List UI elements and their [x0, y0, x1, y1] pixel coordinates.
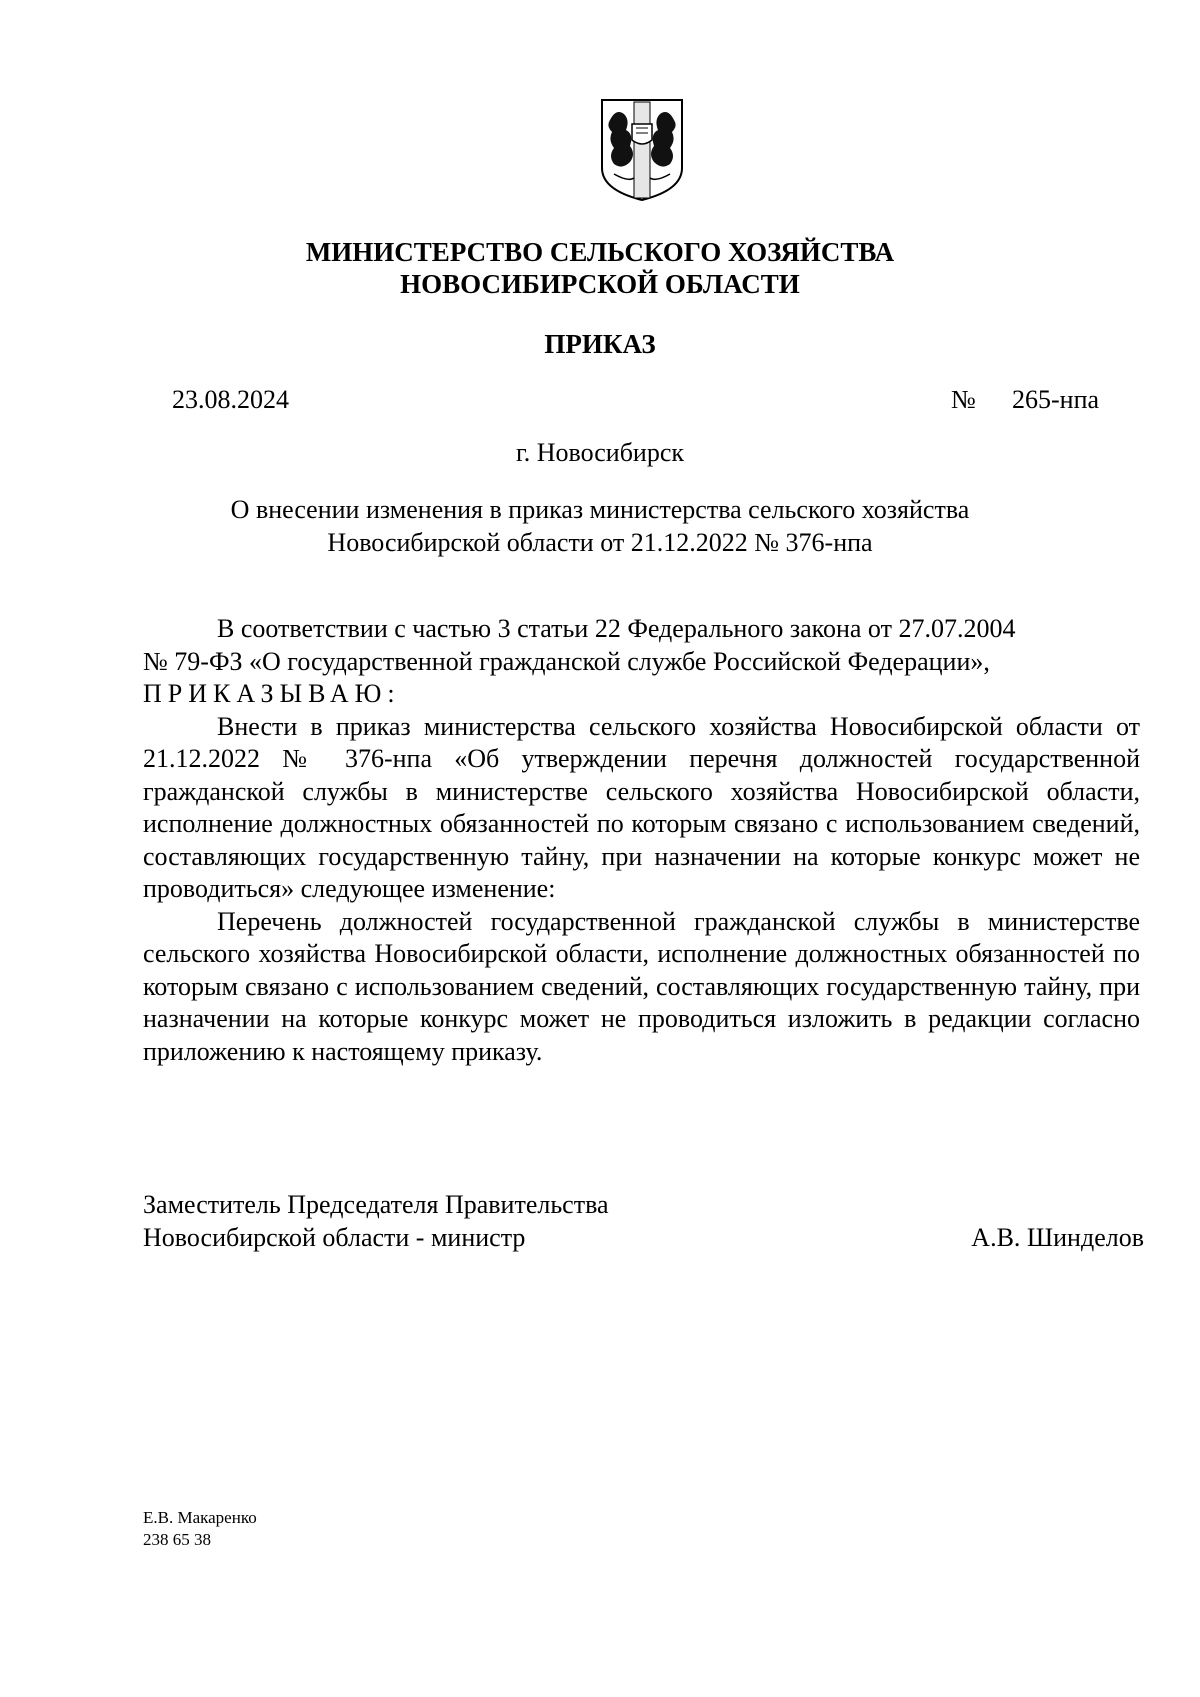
executor-block — [143, 1507, 257, 1551]
executor-name: Е.В. Макаренко — [143, 1508, 257, 1527]
document-city: г. Новосибирск — [515, 438, 685, 467]
document-type: ПРИКАЗ — [544, 329, 656, 359]
signatory-position — [143, 1188, 609, 1254]
document-number: 265-нпа — [1012, 385, 1100, 414]
paragraph-2: Перечень должностей государственной гражданской службы в министерстве сельского хозяйства Новосибирской области, исполнение должностных обязанностей по которым связано с использованием сведений, составляющих государственную тайну, при назначении на которые конкурс может не проводиться изложить в редакции согласно приложению к настоящему приказу. — [143, 906, 1140, 1066]
order-word: ПРИКАЗЫВАЮ: — [143, 679, 401, 708]
signatory-position-line1: Заместитель Председателя Правительства — [143, 1190, 609, 1219]
preamble-line1: В соответствии с частью 3 статьи 22 Федерального закона от 27.07.2004 — [217, 614, 1016, 643]
ministry-name-line2: НОВОСИБИРСКОЙ ОБЛАСТИ — [400, 269, 800, 299]
preamble-line2: № 79-ФЗ «О государственной гражданской службе Российской Федерации», — [143, 646, 990, 676]
number-sign: № — [951, 385, 976, 414]
subject-line2: Новосибирской области от 21.12.2022 № 376-нпа — [327, 528, 873, 557]
document-subject — [0, 493, 1200, 559]
signatory-position-line2: Новосибирской области - министр — [143, 1223, 526, 1252]
document-body — [143, 613, 1140, 1068]
paragraph-1: Внести в приказ министерства сельского хозяйства Новосибирской области от 21.12.2022 № 376-нпа «Об утверждении перечня должностей государственной гражданской службы в министерстве сельского хозяйства Новосибирской области, исполнение должностных обязанностей по которым связано с использованием сведений, составляющих государственную тайну, при назначении на которые конкурс может не проводиться» следующее изменение: — [143, 711, 1140, 903]
signatory-name: А.В. Шинделов — [971, 1223, 1144, 1252]
coat-of-arms-icon — [600, 98, 684, 202]
subject-line1: О внесении изменения в приказ министерства сельского хозяйства — [230, 495, 970, 524]
ministry-name-line1: МИНИСТЕРСТВО СЕЛЬСКОГО ХОЗЯЙСТВА — [305, 237, 895, 267]
document-date: 23.08.2024 — [172, 385, 289, 414]
executor-phone: 238 65 38 — [143, 1530, 211, 1549]
ministry-name — [0, 236, 1200, 300]
